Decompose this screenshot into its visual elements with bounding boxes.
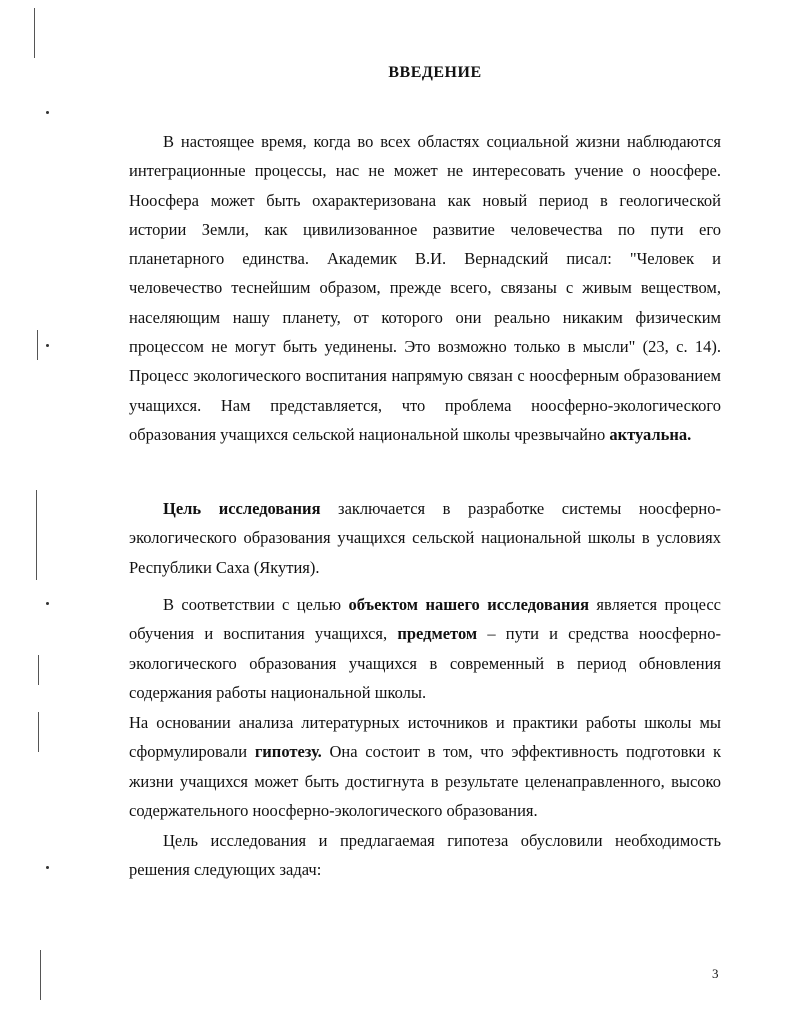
paragraph-text: На основании анализа литературных источников и практики работы школы мы сформулировали: [129, 713, 721, 762]
scan-edge-line: [38, 655, 39, 685]
binding-hole-dot: [46, 344, 49, 347]
paragraph-hypothesis: [129, 708, 721, 825]
paragraph-goal: [129, 494, 721, 582]
paragraph-intro: [129, 127, 721, 449]
paragraph-text: заключается в разработке системы ноосферно-экологического образования учащихся сельской национальной школы в условиях Республики Саха (Якутия).: [129, 499, 721, 577]
page-number: 3: [712, 966, 719, 981]
scan-edge-line: [38, 712, 39, 752]
paragraph-tasks: [129, 826, 721, 885]
scan-edge-line: [40, 950, 41, 1000]
scan-edge-line: [34, 8, 35, 58]
bold-term: гипотезу.: [254, 742, 322, 762]
binding-hole-dot: [46, 602, 49, 605]
bold-term: актуальна.: [609, 424, 692, 444]
bold-term: объектом нашего исследования: [348, 595, 589, 614]
paragraph-text: является процесс обучения и воспитания учащихся,: [129, 595, 721, 644]
paragraph-text: Цель исследования и предлагаемая гипотеза обусловили необходимость решения следующих задач:: [129, 831, 721, 880]
binding-hole-dot: [46, 111, 49, 114]
bold-term: предметом: [397, 624, 478, 644]
paragraph-object-subject: [129, 590, 721, 707]
paragraph-text: В соответствии с целью: [163, 595, 349, 614]
paragraph-text: В настоящее время, когда во всех областях социальной жизни наблюдаются интеграционные процессы, нас не может не интересовать учение о ноосфере. Ноосфера может быть охарактеризована как новый период в геологической истории Земли, как цивилизованное развитие человечества по пути его планетарного единства. Академик В.И. Вернадский писал: "Человек и человечество теснейшим образом, прежде всего, связаны с живым веществом, населяющим нашу планету, от которого они реально никаким физическим процессом не могут быть уединены. Это возможно только в мысли" (23, с. 14). Процесс экологического воспитания напрямую связан с ноосферным образованием учащихся. Нам представляется, что проблема ноосферно-экологического образования учащихся сельской национальной школы чрезвычайно: [129, 132, 721, 444]
binding-hole-dot: [46, 866, 49, 869]
paragraph-text: Она состоит в том, что эффективность подготовки к жизни учащихся может быть достигнута в результате целенаправленного, высоко содержательного ноосферно-экологического образования.: [129, 742, 721, 820]
scan-edge-line: [36, 490, 37, 580]
bold-term: Цель исследования: [163, 499, 321, 518]
paragraph-text: – пути и средства ноосферно-экологического образования учащихся в современный в период обновления содержания работы национальной школы.: [129, 624, 722, 702]
scan-edge-line: [37, 330, 38, 360]
page-title: ВВЕДЕНИЕ: [388, 64, 482, 81]
